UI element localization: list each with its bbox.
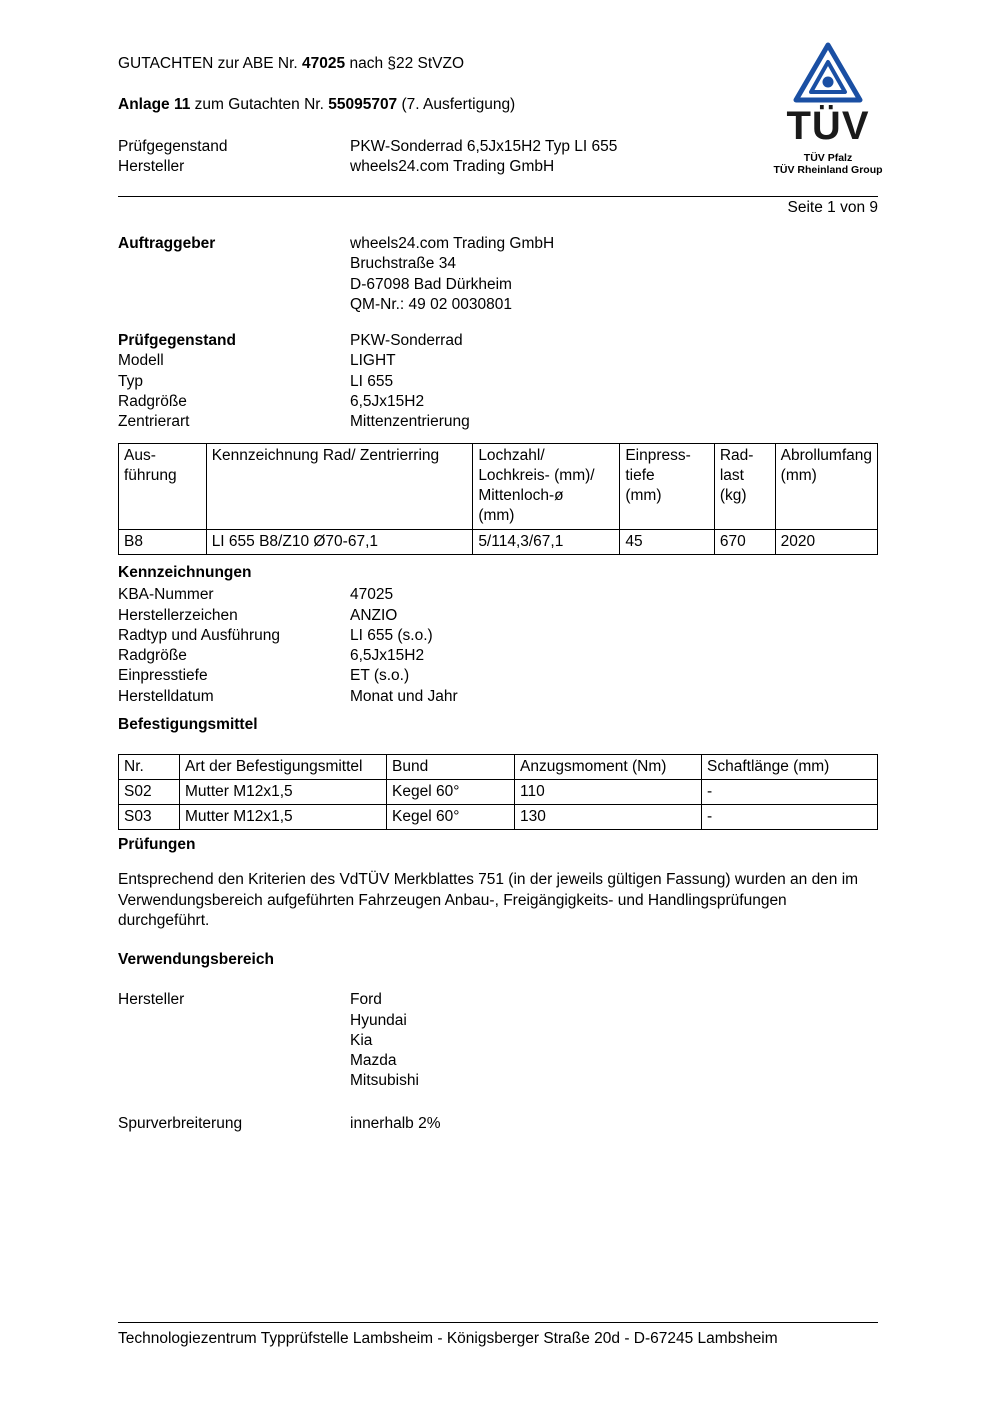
page-number-label: Seite 1 von 9 <box>787 199 878 216</box>
header-subject-label: Prüfgegenstand <box>118 138 228 155</box>
subject-row-0 <box>118 351 470 371</box>
markings-value-5: Monat und Jahr <box>350 687 458 705</box>
markings-label-4: Einpresstiefe <box>118 667 208 685</box>
fastener-td-1-0: S03 <box>119 805 180 830</box>
header-divider <box>118 196 878 197</box>
subject-row-2 <box>118 392 470 412</box>
usage-manufacturer-label: Hersteller <box>118 991 185 1009</box>
fastener-td-0-1: Mutter M12x1,5 <box>180 780 387 805</box>
client-row-1 <box>118 234 554 254</box>
usage-manufacturer-2: Kia <box>350 1031 373 1049</box>
markings-block <box>118 563 458 707</box>
subject-title: Prüfgegenstand <box>118 332 236 349</box>
wheel-td-0-0: B8 <box>119 529 207 554</box>
markings-label-2: Radtyp und Ausführung <box>118 626 281 644</box>
markings-value-3: 6,5Jx15H2 <box>350 647 425 665</box>
attachment-number: 55095707 <box>328 96 398 113</box>
header-subject-row <box>118 137 617 157</box>
usage-track-value: innerhalb 2% <box>350 1114 441 1132</box>
client-line-1: Bruchstraße 34 <box>350 255 456 273</box>
client-line-3: QM-Nr.: 49 02 0030801 <box>350 295 512 313</box>
markings-label-3: Radgröße <box>118 647 187 665</box>
fastener-th-2: Bund <box>387 755 515 780</box>
usage-manufacturer-row-0 <box>118 990 440 1010</box>
usage-block <box>118 950 440 1134</box>
table-row <box>119 780 878 805</box>
wheel-specification-table <box>118 443 878 555</box>
tests-block <box>118 835 866 931</box>
subject-label-2: Radgröße <box>118 392 187 410</box>
client-line-2: D-67098 Bad Dürkheim <box>350 275 512 293</box>
fastener-td-0-3: 110 <box>515 780 702 805</box>
usage-manufacturer-row-1 <box>118 1011 440 1031</box>
usage-track-row <box>118 1114 440 1134</box>
tuv-subline-1: TÜV Pfalz <box>803 152 853 164</box>
markings-value-2: LI 655 (s.o.) <box>350 626 433 644</box>
footer-text: Technologiezentrum Typprüfstelle Lambsheim - Königsberger Straße 20d - D-67245 Lambsheim <box>118 1330 778 1347</box>
markings-label-1: Herstellerzeichen <box>118 606 238 624</box>
document-title <box>118 55 464 73</box>
markings-row-2 <box>118 626 458 646</box>
subject-value-3: Mittenzentrierung <box>350 413 470 431</box>
subject-value-2: 6,5Jx15H2 <box>350 392 425 410</box>
markings-row-1 <box>118 606 458 626</box>
subject-row-title <box>118 331 470 351</box>
usage-track-label: Spurverbreiterung <box>118 1114 243 1132</box>
fastener-th-3: Anzugsmoment (Nm) <box>515 755 702 780</box>
tuv-logo <box>768 42 888 177</box>
usage-manufacturer-3: Mazda <box>350 1052 397 1070</box>
subject-block <box>118 331 470 432</box>
fasteners-table <box>118 754 878 830</box>
tuv-wordmark: TÜV <box>786 104 870 148</box>
markings-row-5 <box>118 687 458 707</box>
fastener-th-0: Nr. <box>119 755 180 780</box>
fastener-td-1-2: Kegel 60° <box>387 805 515 830</box>
markings-row-4 <box>118 666 458 686</box>
fasteners-title: Befestigungsmittel <box>118 716 258 733</box>
tests-paragraph: Entsprechend den Kriterien des VdTÜV Merkblattes 751 (in der jeweils gültigen Fassung) wurden an den im Verwendungsbereich aufgeführten Fahrzeugen Anbau-, Freigängigkeits- und Handlingsprüfungen durchgeführt. <box>118 871 859 929</box>
table-header-row <box>119 444 878 530</box>
subject-value-1: LI 655 <box>350 372 394 390</box>
fastener-td-1-4: - <box>702 805 878 830</box>
attachment-suffix: (7. Ausfertigung) <box>397 96 516 113</box>
tuv-triangle-icon <box>793 42 863 104</box>
subject-row-3 <box>118 412 470 432</box>
wheel-td-0-5: 2020 <box>775 529 877 554</box>
fastener-th-4: Schaftlänge (mm) <box>702 755 878 780</box>
header-subject-value: PKW-Sonderrad 6,5Jx15H2 Typ LI 655 <box>350 138 618 155</box>
wheel-th-4: Rad- last (kg) <box>714 444 775 530</box>
wheel-td-0-3: 45 <box>620 529 715 554</box>
header-subject-block <box>118 137 617 178</box>
markings-value-0: 47025 <box>350 586 394 604</box>
table-header-row <box>119 755 878 780</box>
client-row-4 <box>118 295 554 315</box>
client-line-0: wheels24.com Trading GmbH <box>350 235 555 252</box>
fastener-td-1-3: 130 <box>515 805 702 830</box>
usage-manufacturer-0: Ford <box>350 991 382 1009</box>
fastener-td-0-2: Kegel 60° <box>387 780 515 805</box>
subject-value-0: LIGHT <box>350 352 396 370</box>
markings-row-0 <box>118 585 458 605</box>
wheel-th-5: Abrollumfang (mm) <box>775 444 877 530</box>
tests-title: Prüfungen <box>118 836 196 853</box>
usage-manufacturer-row-3 <box>118 1051 440 1071</box>
usage-manufacturer-4: Mitsubishi <box>350 1072 419 1090</box>
attachment-line <box>118 96 515 114</box>
markings-value-1: ANZIO <box>350 606 398 624</box>
wheel-td-0-4: 670 <box>714 529 775 554</box>
client-title: Auftraggeber <box>118 235 216 252</box>
usage-manufacturer-row-2 <box>118 1031 440 1051</box>
fastener-th-1: Art der Befestigungsmittel <box>180 755 387 780</box>
client-row-3 <box>118 275 554 295</box>
attachment-mid: zum Gutachten Nr. <box>190 96 329 113</box>
markings-label-0: KBA-Nummer <box>118 586 214 604</box>
usage-manufacturer-row-4 <box>118 1071 440 1091</box>
table-row <box>119 529 878 554</box>
footer-divider <box>118 1322 878 1323</box>
fastener-td-0-0: S02 <box>119 780 180 805</box>
fastener-td-1-1: Mutter M12x1,5 <box>180 805 387 830</box>
subject-label-3: Zentrierart <box>118 413 190 431</box>
subject-label-0: Modell <box>118 352 164 370</box>
markings-label-5: Herstelldatum <box>118 687 214 705</box>
client-block <box>118 234 554 315</box>
table-row <box>119 805 878 830</box>
tuv-sublines <box>768 152 888 176</box>
fastener-td-0-4: - <box>702 780 878 805</box>
header-manufacturer-value: wheels24.com Trading GmbH <box>350 158 555 176</box>
wheel-th-2: Lochzahl/ Lochkreis- (mm)/ Mittenloch-ø (mm) <box>473 444 620 530</box>
subject-title-value: PKW-Sonderrad <box>350 332 463 349</box>
markings-value-4: ET (s.o.) <box>350 667 410 685</box>
markings-title: Kennzeichnungen <box>118 564 252 581</box>
document-title-suffix: nach §22 StVZO <box>345 55 465 72</box>
usage-manufacturer-1: Hyundai <box>350 1011 407 1029</box>
tuv-subline-2: TÜV Rheinland Group <box>773 164 883 177</box>
client-row-2 <box>118 254 554 274</box>
document-title-prefix: GUTACHTEN zur ABE Nr. <box>118 55 303 72</box>
document-title-number: 47025 <box>302 55 346 72</box>
subject-label-1: Typ <box>118 372 143 390</box>
attachment-label: Anlage 11 <box>118 96 191 113</box>
wheel-table <box>118 443 878 555</box>
wheel-th-3: Einpress- tiefe (mm) <box>620 444 715 530</box>
markings-row-3 <box>118 646 458 666</box>
header-manufacturer-row <box>118 157 617 177</box>
usage-gap <box>118 1092 440 1114</box>
subject-row-1 <box>118 372 470 392</box>
fasteners-table-wrapper <box>118 754 878 830</box>
wheel-td-0-1: LI 655 B8/Z10 Ø70-67,1 <box>206 529 473 554</box>
header-manufacturer-label: Hersteller <box>118 158 185 176</box>
wheel-td-0-2: 5/114,3/67,1 <box>473 529 620 554</box>
wheel-th-1: Kennzeichnung Rad/ Zentrierring <box>206 444 473 530</box>
wheel-th-0: Aus- führung <box>119 444 207 530</box>
usage-title: Verwendungsbereich <box>118 951 274 968</box>
